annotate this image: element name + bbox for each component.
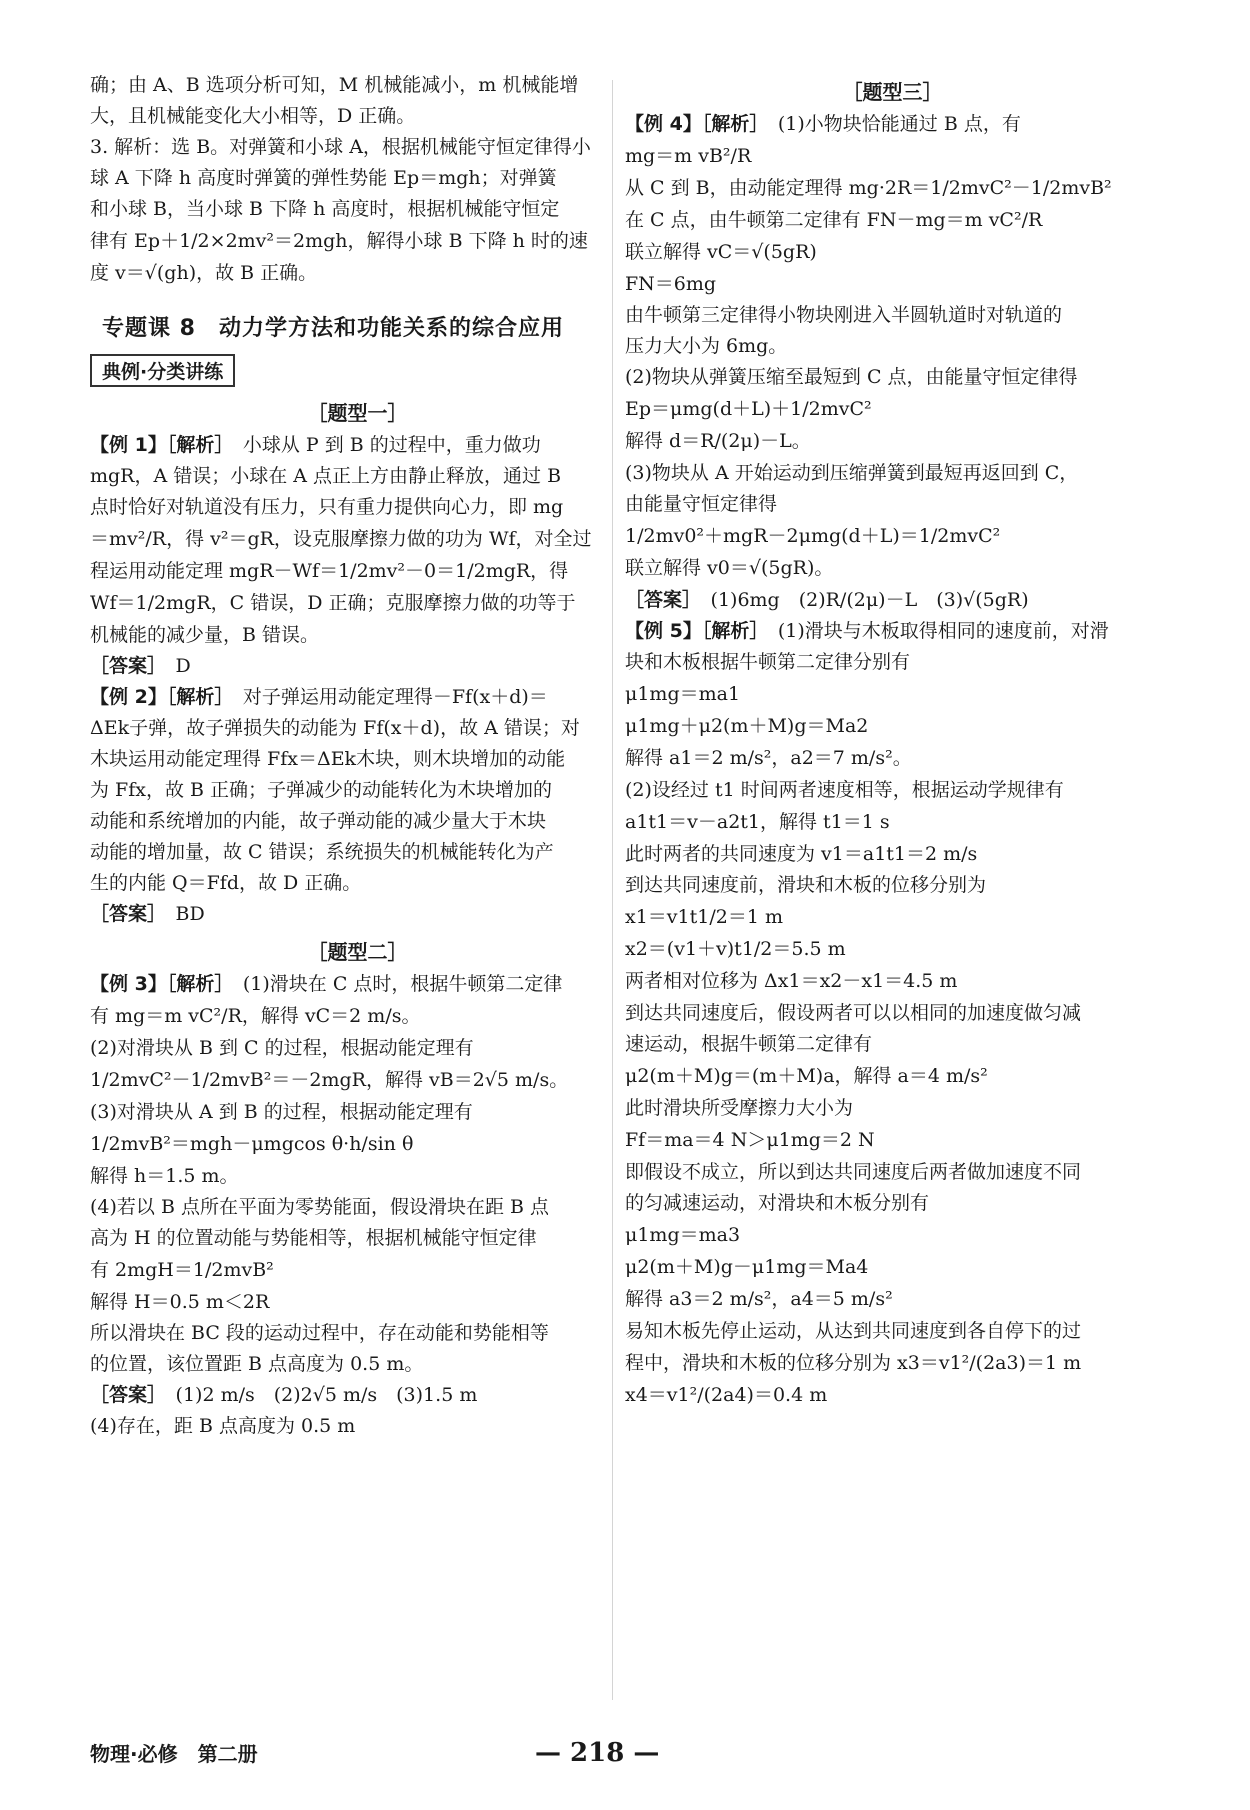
formula-line: mg＝m vB²/R — [625, 145, 752, 167]
text-line: 解得 H＝0.5 m＜2R — [90, 1291, 270, 1313]
text-line: (3)物块从 A 开始运动到压缩弹簧到最短再返回到 C， — [625, 462, 1079, 484]
text-line: 小球从 P 到 B 的过程中，重力做功 — [223, 434, 541, 456]
formula-line: 有 2mgH＝1/2mvB² — [90, 1259, 274, 1281]
formula-line: 在 C 点，由牛顿第二定律有 FN－mg＝m vC²/R — [625, 209, 1043, 231]
right-column — [625, 70, 1160, 1412]
text-line: 球 A 下降 h 高度时弹簧的弹性势能 Ep＝mgh；对弹簧 — [90, 167, 557, 189]
text-line: 到达共同速度后，假设两者可以以相同的加速度做匀减 — [625, 1002, 1082, 1024]
text-line: (1)滑块在 C 点时，根据牛顿第二定律 — [223, 973, 563, 995]
type-heading-1: ［题型一］ — [307, 401, 408, 425]
answer-tag: ［答案］ — [90, 655, 157, 677]
formula-line: 两者相对位移为 Δx1＝x2－x1＝4.5 m — [625, 970, 958, 992]
example-tag: 【例 5】 — [625, 620, 702, 642]
formula-line: 解得 a3＝2 m/s²，a4＝5 m/s² — [625, 1288, 893, 1310]
text-line: (2)物块从弹簧压缩至最短到 C 点，由能量守恒定律得 — [625, 366, 1078, 388]
text-line: 生的内能 Q＝Ffd，故 D 正确。 — [90, 872, 362, 894]
text-line: 大，且机械能变化大小相等，D 正确。 — [90, 105, 416, 127]
example-tag: 【例 3】 — [90, 973, 167, 995]
formula-line: μ1mg＝ma3 — [625, 1224, 741, 1246]
example-tag: 【例 4】 — [625, 113, 702, 135]
formula-line: μ2(m＋M)g＝(m＋M)a，解得 a＝4 m/s² — [625, 1065, 988, 1087]
analysis-tag: ［解析］ — [166, 434, 224, 456]
text-line: 机械能的减少量，B 错误。 — [90, 624, 320, 646]
text-line: 动能的增加量，故 C 错误；系统损失的机械能转化为产 — [90, 841, 554, 863]
formula-line: Wf＝1/2mgR，C 错误，D 正确；克服摩擦力做的功等于 — [90, 592, 576, 614]
text-line: 此时滑块所受摩擦力大小为 — [625, 1097, 854, 1119]
text-line: 由牛顿第三定律得小物块刚进入半圆轨道时对轨道的 — [625, 304, 1063, 326]
text-line: 解得 h＝1.5 m。 — [90, 1165, 239, 1187]
analysis-tag: ［解析］ — [701, 113, 759, 135]
formula-line: x4＝v1²/(2a4)＝0.4 m — [625, 1384, 828, 1406]
formula-line: 1/2mv0²＋mgR－2μmg(d＋L)＝1/2mvC² — [625, 525, 1001, 547]
text-line: 块和木板根据牛顿第二定律分别有 — [625, 651, 911, 673]
example-2 — [90, 682, 625, 930]
formula-line: x1＝v1t1/2＝1 m — [625, 906, 783, 928]
topic-title: 专题课 8 动力学方法和功能关系的综合应用 — [102, 316, 564, 341]
formula-line: 1/2mvC²－1/2mvB²＝－2mgR，解得 vB＝2√5 m/s。 — [90, 1069, 569, 1091]
answer-value: (1)2 m/s (2)2√5 m/s (3)1.5 m — [175, 1384, 478, 1406]
text-line: 压力大小为 6mg。 — [625, 335, 788, 357]
text-line: 点时恰好对轨道没有压力，只有重力提供向心力，即 mg — [90, 496, 564, 518]
formula-line: a1t1＝v－a2t1，解得 t1＝1 s — [625, 811, 890, 833]
formula-line: 程中，滑块和木板的位移分别为 x3＝v1²/(2a3)＝1 m — [625, 1352, 1082, 1374]
text-line: 易知木板先停止运动，从达到共同速度到各自停下的过 — [625, 1320, 1082, 1342]
formula-line: 有 mg＝m vC²/R，解得 vC＝2 m/s。 — [90, 1005, 421, 1027]
answer-value: BD — [175, 903, 205, 925]
text-line: 到达共同速度前，滑块和木板的位移分别为 — [625, 874, 987, 896]
text-line: 由能量守恒定律得 — [625, 493, 778, 515]
text-line: 为 Ffx，故 B 正确；子弹减少的动能转化为木块增加的 — [90, 779, 553, 801]
formula-line: ＝mv²/R，得 v²＝gR，设克服摩擦力做的功为 Wf，对全过 — [90, 528, 592, 550]
formula-line: μ2(m＋M)g－μ1mg＝Ma4 — [625, 1256, 869, 1278]
example-4 — [625, 109, 1160, 616]
section-label: 典例·分类讲练 — [90, 354, 235, 387]
text-line: 速运动，根据牛顿第二定律有 — [625, 1033, 873, 1055]
formula-line: μ1mg＋μ2(m＋M)g＝Ma2 — [625, 715, 869, 737]
text-line: 即假设不成立，所以到达共同速度后两者做加速度不同 — [625, 1161, 1082, 1183]
type-heading-3: ［题型三］ — [842, 80, 943, 104]
text-line: 动能和系统增加的内能，故子弹动能的减少量大于木块 — [90, 810, 547, 832]
formula-line: 联立解得 vC＝√(5gR) — [625, 241, 817, 263]
text-line: 3. 解析：选 B。对弹簧和小球 A，根据机械能守恒定律得小 — [90, 136, 591, 158]
text-line: 所以滑块在 BC 段的运动过程中，存在动能和势能相等 — [90, 1322, 549, 1344]
formula-line: 联立解得 v0＝√(5gR)。 — [625, 557, 834, 579]
formula-line: Ff＝ma＝4 N＞μ1mg＝2 N — [625, 1129, 875, 1151]
text-line: 的位置，该位置距 B 点高度为 0.5 m。 — [90, 1353, 424, 1375]
page-number: — 218 — — [535, 1738, 660, 1768]
text-line: ΔEk子弹，故子弹损失的动能为 Ff(x＋d)，故 A 错误；对 — [90, 717, 580, 739]
text-line: 度 v＝√(gh)，故 B 正确。 — [90, 262, 318, 284]
formula-line: 律有 Ep＋1/2×2mv²＝2mgh，解得小球 B 下降 h 时的速 — [90, 230, 588, 252]
formula-line: 从 C 到 B，由动能定理得 mg·2R＝1/2mvC²－1/2mvB² — [625, 177, 1112, 199]
formula-line: 解得 d＝R/(2μ)－L。 — [625, 430, 811, 452]
text-line: 对子弹运用动能定理得－Ff(x＋d)＝ — [223, 686, 548, 708]
formula-line: 解得 a1＝2 m/s²，a2＝7 m/s²。 — [625, 747, 912, 769]
answer-tag: ［答案］ — [90, 1384, 157, 1406]
continued-answer — [90, 70, 625, 289]
example-5 — [625, 616, 1160, 1411]
text-line: (2)对滑块从 B 到 C 的过程，根据动能定理有 — [90, 1037, 474, 1059]
formula-line: Ep＝μmg(d＋L)＋1/2mvC² — [625, 398, 872, 420]
text-line: (1)小物块恰能通过 B 点，有 — [758, 113, 1021, 135]
text-line: (4)若以 B 点所在平面为零势能面，假设滑块在距 B 点 — [90, 1196, 549, 1218]
formula-line: 程运用动能定理 mgR－Wf＝1/2mv²－0＝1/2mgR，得 — [90, 560, 569, 582]
text-line: mgR，A 错误；小球在 A 点正上方由静止释放，通过 B — [90, 465, 562, 487]
analysis-tag: ［解析］ — [701, 620, 759, 642]
answer-tag: ［答案］ — [90, 903, 157, 925]
answer-tag: ［答案］ — [625, 589, 692, 611]
answer-value: (4)存在，距 B 点高度为 0.5 m — [90, 1415, 356, 1437]
formula-line: 1/2mvB²＝mgh－μmgcos θ·h/sin θ — [90, 1133, 414, 1155]
answer-value: D — [175, 655, 191, 677]
example-3 — [90, 969, 625, 1442]
text-line: 的匀减速运动，对滑块和木板分别有 — [625, 1192, 930, 1214]
analysis-tag: ［解析］ — [166, 686, 224, 708]
text-line: 和小球 B，当小球 B 下降 h 高度时，根据机械能守恒定 — [90, 198, 560, 220]
book-title: 物理·必修 第二册 — [90, 1742, 258, 1766]
left-column — [90, 70, 625, 1442]
text-line: 高为 H 的位置动能与势能相等，根据机械能守恒定律 — [90, 1227, 537, 1249]
text-line: 木块运用动能定理得 Ffx＝ΔEk木块，则木块增加的动能 — [90, 748, 566, 770]
type-heading-2: ［题型二］ — [307, 940, 408, 964]
text-line: 此时两者的共同速度为 v1＝a1t1＝2 m/s — [625, 843, 978, 865]
analysis-tag: ［解析］ — [166, 973, 224, 995]
text-line: 确；由 A、B 选项分析可知，M 机械能减小，m 机械能增 — [90, 74, 579, 96]
text-line: (1)滑块与木板取得相同的速度前，对滑 — [758, 620, 1109, 642]
text-line: FN＝6mg — [625, 273, 717, 295]
formula-line: x2＝(v1＋v)t1/2＝5.5 m — [625, 938, 846, 960]
example-1 — [90, 430, 625, 682]
answer-value: (1)6mg (2)R/(2μ)－L (3)√(5gR) — [710, 589, 1029, 611]
example-tag: 【例 1】 — [90, 434, 167, 456]
text-line: (2)设经过 t1 时间两者速度相等，根据运动学规律有 — [625, 779, 1064, 801]
formula-line: μ1mg＝ma1 — [625, 683, 741, 705]
example-tag: 【例 2】 — [90, 686, 167, 708]
text-line: (3)对滑块从 A 到 B 的过程，根据动能定理有 — [90, 1101, 473, 1123]
